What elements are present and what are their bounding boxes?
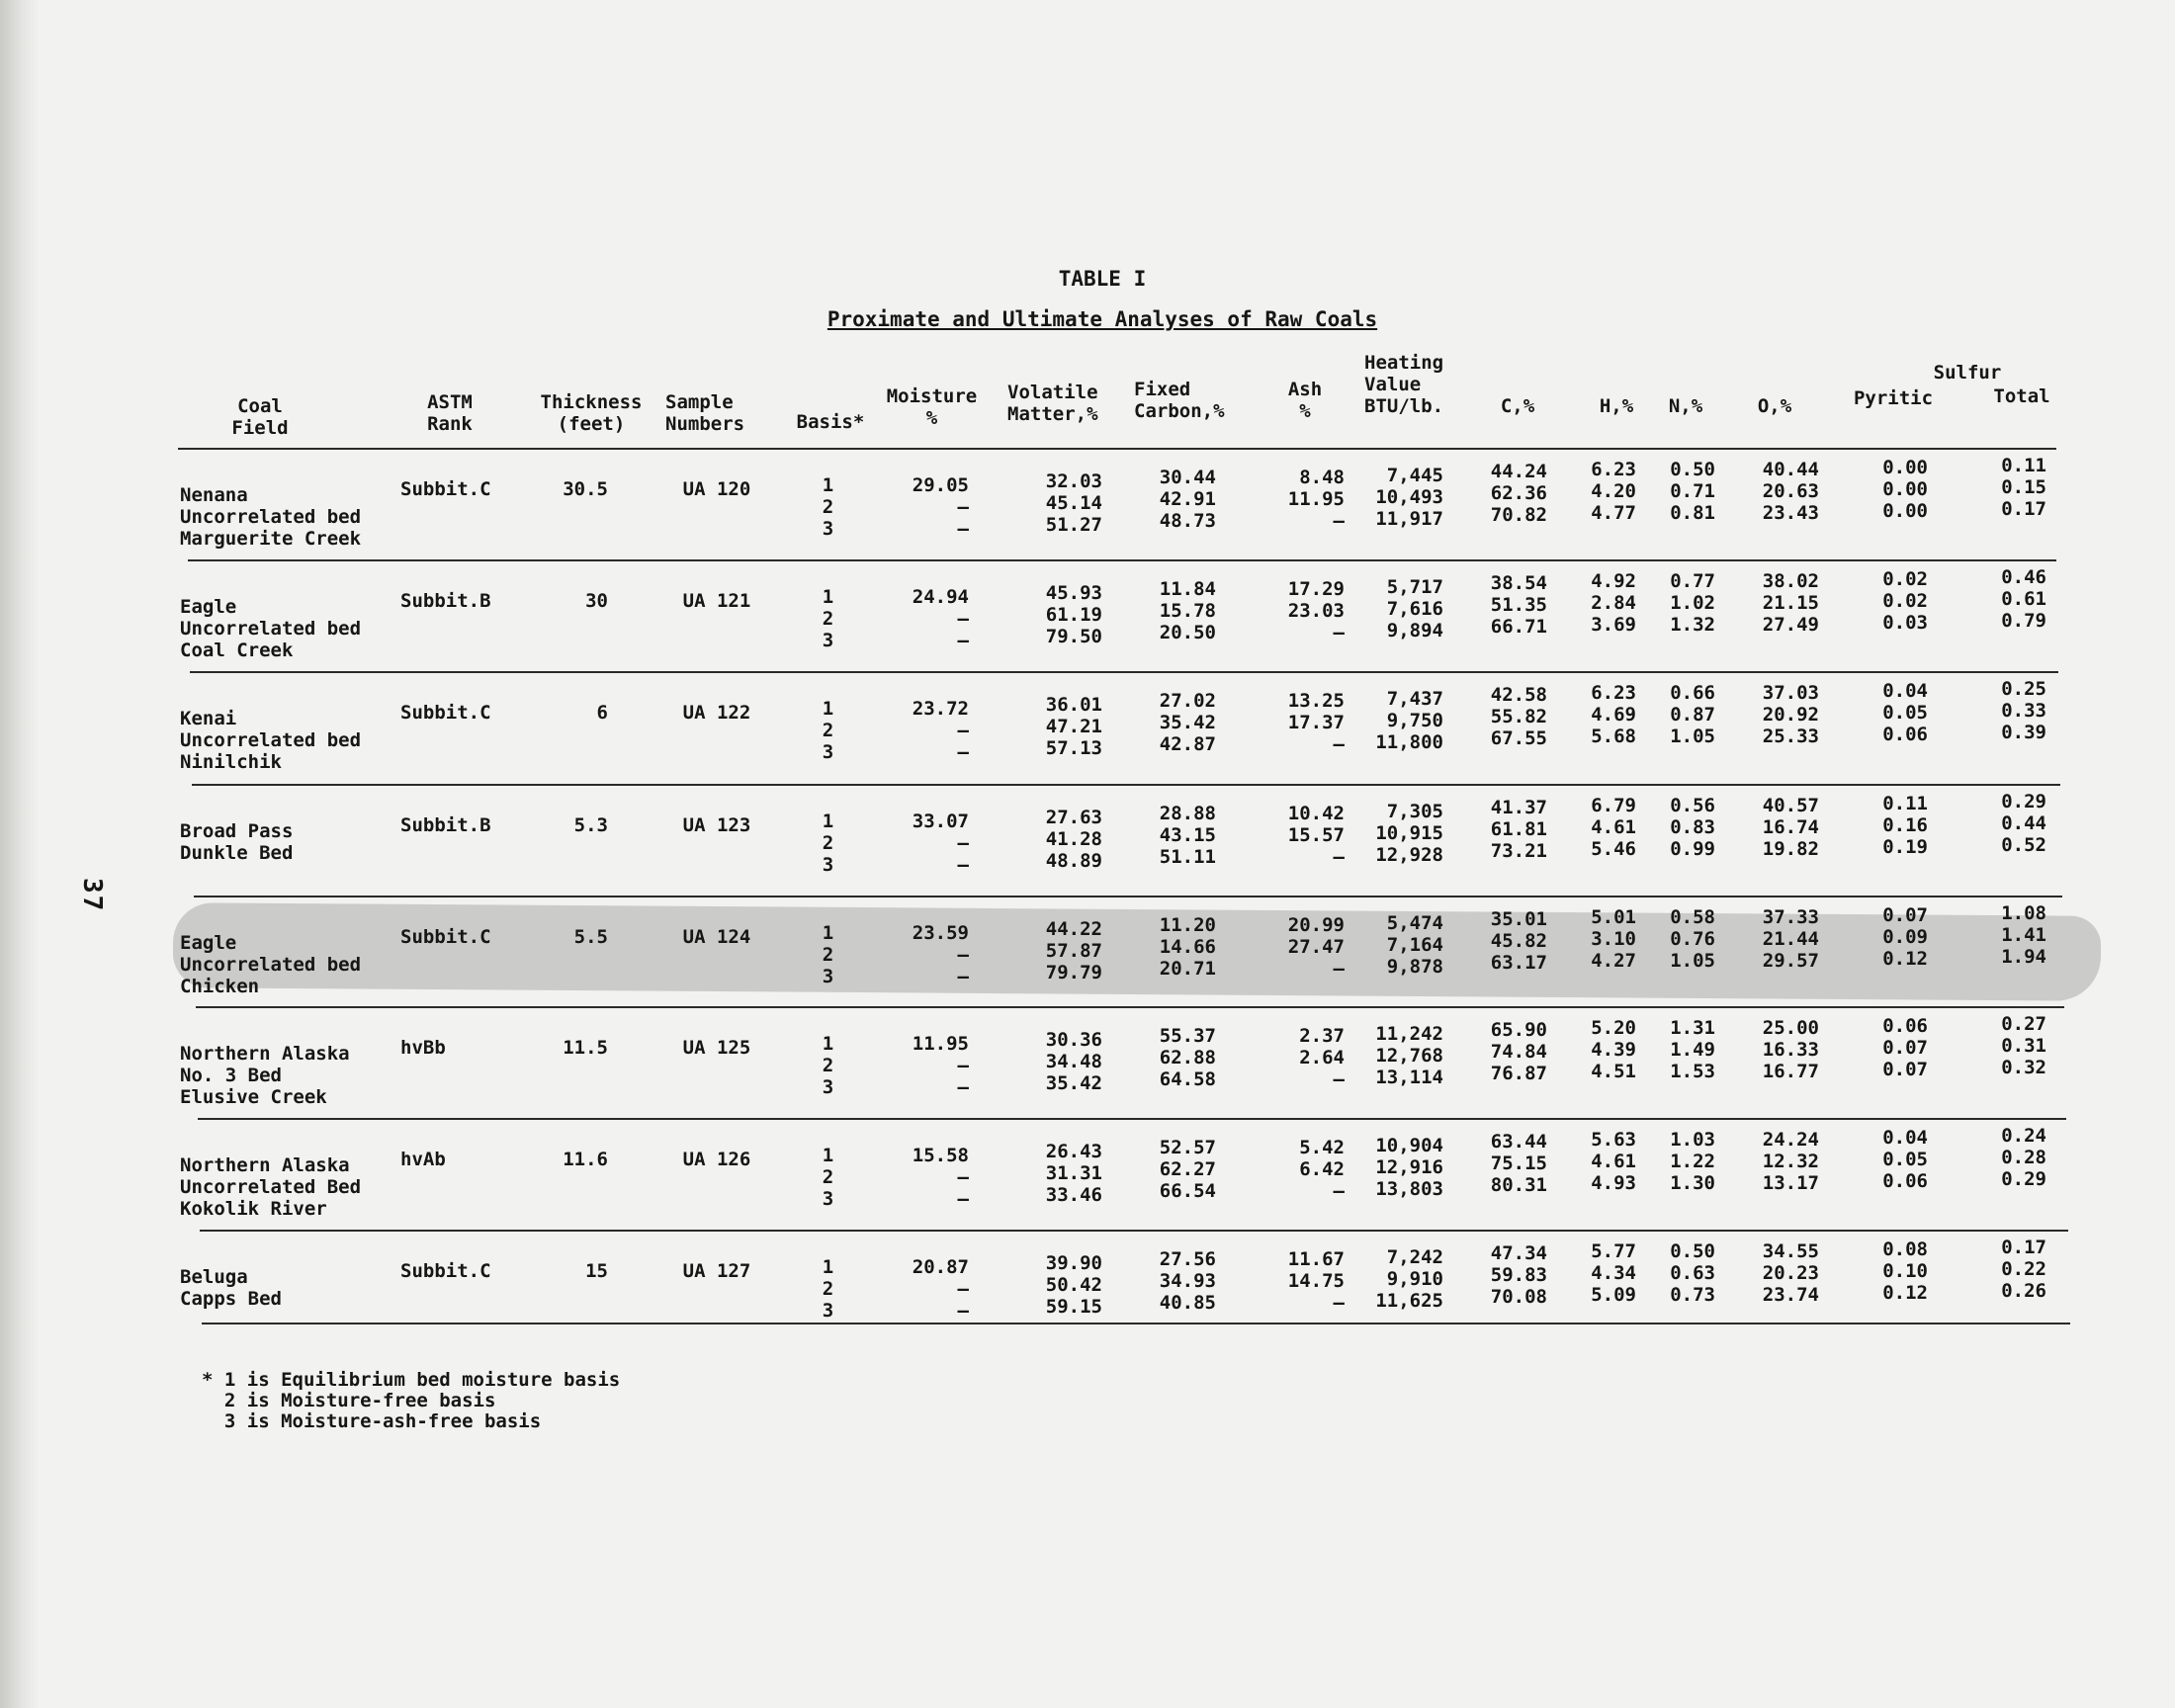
- row-rule: [194, 896, 2062, 897]
- row-2-coal-field: Eagle Uncorrelated bed Coal Creek: [180, 596, 362, 661]
- scan-edge-shadow: [0, 0, 40, 1708]
- row-4-oxygen: 40.57 16.74 19.82: [1762, 795, 1819, 860]
- row-4-ash: 10.42 15.57 —: [1287, 803, 1345, 868]
- row-5-coal-field: Eagle Uncorrelated bed Chicken: [180, 932, 362, 997]
- row-7-volatile-matter: 26.43 31.31 33.46: [1045, 1141, 1102, 1206]
- row-7-oxygen: 24.24 12.32 13.17: [1762, 1129, 1819, 1194]
- row-1-sample-number: UA 120: [682, 478, 751, 500]
- row-6-heating-value: 11,242 12,768 13,114: [1375, 1023, 1443, 1088]
- row-4-heating-value: 7,305 10,915 12,928: [1375, 801, 1443, 866]
- row-8-total-sulfur: 0.17 0.22 0.26: [2001, 1237, 2046, 1302]
- row-8-nitrogen: 0.50 0.63 0.73: [1670, 1240, 1715, 1306]
- row-7-coal-field: Northern Alaska Uncorrelated Bed Kokolik River: [180, 1154, 362, 1220]
- row-7-ash: 5.42 6.42 —: [1299, 1137, 1345, 1202]
- row-1-nitrogen: 0.50 0.71 0.81: [1670, 459, 1715, 524]
- row-3-pyritic-sulfur: 0.04 0.05 0.06: [1882, 680, 1928, 745]
- row-2-total-sulfur: 0.46 0.61 0.79: [2001, 566, 2046, 632]
- row-5-ash: 20.99 27.47 —: [1287, 914, 1345, 980]
- row-2-heating-value: 5,717 7,616 9,894: [1386, 576, 1443, 641]
- row-3-carbon: 42.58 55.82 67.55: [1490, 684, 1547, 749]
- row-7-fixed-carbon: 52.57 62.27 66.54: [1159, 1137, 1216, 1202]
- row-5-pyritic-sulfur: 0.07 0.09 0.12: [1882, 904, 1928, 970]
- row-4-hydrogen: 6.79 4.61 5.46: [1591, 795, 1636, 860]
- header-volatile-matter: Volatile Matter,%: [1007, 382, 1098, 425]
- row-1-oxygen: 40.44 20.63 23.43: [1762, 459, 1819, 524]
- row-1-basis: 1 2 3: [822, 474, 834, 540]
- row-2-pyritic-sulfur: 0.02 0.02 0.03: [1882, 568, 1928, 634]
- row-3-nitrogen: 0.66 0.87 1.05: [1670, 682, 1715, 747]
- row-5-carbon: 35.01 45.82 63.17: [1490, 908, 1547, 974]
- row-4-sample-number: UA 123: [682, 814, 751, 836]
- row-7-moisture: 15.58 — —: [912, 1145, 969, 1210]
- row-rule: [188, 559, 2056, 561]
- row-7-carbon: 63.44 75.15 80.31: [1490, 1131, 1547, 1196]
- row-1-carbon: 44.24 62.36 70.82: [1490, 461, 1547, 526]
- row-1-thickness: 30.5: [563, 478, 608, 500]
- row-2-carbon: 38.54 51.35 66.71: [1490, 572, 1547, 638]
- row-1-fixed-carbon: 30.44 42.91 48.73: [1159, 467, 1216, 532]
- header-h: H,%: [1599, 395, 1634, 417]
- row-1-pyritic-sulfur: 0.00 0.00 0.00: [1882, 457, 1928, 522]
- row-5-heating-value: 5,474 7,164 9,878: [1386, 912, 1443, 978]
- row-rule: [202, 1323, 2070, 1324]
- row-6-fixed-carbon: 55.37 62.88 64.58: [1159, 1025, 1216, 1090]
- row-3-astm-rank: Subbit.C: [400, 702, 491, 724]
- row-2-nitrogen: 0.77 1.02 1.32: [1670, 570, 1715, 636]
- header-sulfur: Sulfur: [1933, 362, 2002, 384]
- row-6-volatile-matter: 30.36 34.48 35.42: [1045, 1029, 1102, 1094]
- row-4-basis: 1 2 3: [822, 811, 834, 876]
- footnote: * 1 is Equilibrium bed moisture basis 2 is Moisture-free basis 3 is Moisture-ash-free basis: [202, 1369, 621, 1432]
- row-2-basis: 1 2 3: [822, 586, 834, 651]
- row-rule: [200, 1230, 2068, 1232]
- row-4-volatile-matter: 27.63 41.28 48.89: [1045, 807, 1102, 872]
- row-6-carbon: 65.90 74.84 76.87: [1490, 1019, 1547, 1084]
- header-thickness: Thickness (feet): [540, 391, 643, 435]
- row-4-moisture: 33.07 — —: [912, 811, 969, 876]
- row-3-thickness: 6: [596, 702, 608, 724]
- row-2-moisture: 24.94 — —: [912, 586, 969, 651]
- row-5-nitrogen: 0.58 0.76 1.05: [1670, 906, 1715, 972]
- row-5-total-sulfur: 1.08 1.41 1.94: [2001, 902, 2046, 968]
- row-8-moisture: 20.87 — —: [912, 1256, 969, 1322]
- row-3-total-sulfur: 0.25 0.33 0.39: [2001, 678, 2046, 743]
- row-2-thickness: 30: [585, 590, 608, 612]
- row-3-hydrogen: 6.23 4.69 5.68: [1591, 682, 1636, 747]
- row-7-thickness: 11.6: [563, 1149, 608, 1170]
- row-6-basis: 1 2 3: [822, 1033, 834, 1098]
- row-1-moisture: 29.05 — —: [912, 474, 969, 540]
- row-8-heating-value: 7,242 9,910 11,625: [1375, 1246, 1443, 1312]
- header-ash: Ash %: [1287, 379, 1323, 422]
- table-subtitle: Proximate and Ultimate Analyses of Raw Coals: [826, 307, 1378, 331]
- row-2-ash: 17.29 23.03 —: [1287, 578, 1345, 643]
- row-5-oxygen: 37.33 21.44 29.57: [1762, 906, 1819, 972]
- row-7-nitrogen: 1.03 1.22 1.30: [1670, 1129, 1715, 1194]
- row-1-coal-field: Nenana Uncorrelated bed Marguerite Creek: [180, 484, 362, 550]
- row-1-heating-value: 7,445 10,493 11,917: [1375, 465, 1443, 530]
- row-1-hydrogen: 6.23 4.20 4.77: [1591, 459, 1636, 524]
- row-5-astm-rank: Subbit.C: [400, 926, 491, 948]
- row-5-volatile-matter: 44.22 57.87 79.79: [1045, 918, 1102, 983]
- header-sample-numbers: Sample Numbers: [665, 391, 745, 435]
- row-3-coal-field: Kenai Uncorrelated bed Ninilchik: [180, 708, 362, 773]
- row-2-astm-rank: Subbit.B: [400, 590, 491, 612]
- header-basis: Basis*: [796, 411, 865, 433]
- row-2-hydrogen: 4.92 2.84 3.69: [1591, 570, 1636, 636]
- row-3-moisture: 23.72 — —: [912, 698, 969, 763]
- row-rule: [192, 784, 2060, 786]
- row-1-astm-rank: Subbit.C: [400, 478, 491, 500]
- row-6-oxygen: 25.00 16.33 16.77: [1762, 1017, 1819, 1082]
- row-2-volatile-matter: 45.93 61.19 79.50: [1045, 582, 1102, 647]
- row-5-basis: 1 2 3: [822, 922, 834, 987]
- row-6-pyritic-sulfur: 0.06 0.07 0.07: [1882, 1015, 1928, 1080]
- row-7-hydrogen: 5.63 4.61 4.93: [1591, 1129, 1636, 1194]
- table-title: TABLE I: [1058, 267, 1147, 291]
- row-2-oxygen: 38.02 21.15 27.49: [1762, 570, 1819, 636]
- row-6-moisture: 11.95 — —: [912, 1033, 969, 1098]
- row-3-oxygen: 37.03 20.92 25.33: [1762, 682, 1819, 747]
- row-4-astm-rank: Subbit.B: [400, 814, 491, 836]
- row-4-pyritic-sulfur: 0.11 0.16 0.19: [1882, 793, 1928, 858]
- row-4-fixed-carbon: 28.88 43.15 51.11: [1159, 803, 1216, 868]
- row-7-pyritic-sulfur: 0.04 0.05 0.06: [1882, 1127, 1928, 1192]
- row-3-sample-number: UA 122: [682, 702, 751, 724]
- header-rule: [178, 448, 2056, 450]
- row-6-astm-rank: hvBb: [400, 1037, 446, 1059]
- row-8-oxygen: 34.55 20.23 23.74: [1762, 1240, 1819, 1306]
- header-o: O,%: [1757, 395, 1792, 417]
- row-2-fixed-carbon: 11.84 15.78 20.50: [1159, 578, 1216, 643]
- row-4-carbon: 41.37 61.81 73.21: [1490, 797, 1547, 862]
- row-3-fixed-carbon: 27.02 35.42 42.87: [1159, 690, 1216, 755]
- row-6-total-sulfur: 0.27 0.31 0.32: [2001, 1013, 2046, 1078]
- row-3-heating-value: 7,437 9,750 11,800: [1375, 688, 1443, 753]
- row-3-basis: 1 2 3: [822, 698, 834, 763]
- row-4-coal-field: Broad Pass Dunkle Bed: [180, 820, 294, 864]
- row-4-total-sulfur: 0.29 0.44 0.52: [2001, 791, 2046, 856]
- row-5-thickness: 5.5: [573, 926, 608, 948]
- row-8-coal-field: Beluga Capps Bed: [180, 1266, 282, 1310]
- page-number: 37: [77, 878, 107, 913]
- row-8-pyritic-sulfur: 0.08 0.10 0.12: [1882, 1238, 1928, 1304]
- row-6-sample-number: UA 125: [682, 1037, 751, 1059]
- row-1-volatile-matter: 32.03 45.14 51.27: [1045, 470, 1102, 536]
- row-8-thickness: 15: [585, 1260, 608, 1282]
- row-5-moisture: 23.59 — —: [912, 922, 969, 987]
- header-total: Total: [1993, 385, 2050, 407]
- row-8-carbon: 47.34 59.83 70.08: [1490, 1242, 1547, 1308]
- row-4-nitrogen: 0.56 0.83 0.99: [1670, 795, 1715, 860]
- header-n: N,%: [1668, 395, 1703, 417]
- row-6-coal-field: Northern Alaska No. 3 Bed Elusive Creek: [180, 1043, 350, 1108]
- header-heating-value: Heating Value BTU/lb.: [1364, 352, 1444, 417]
- row-6-nitrogen: 1.31 1.49 1.53: [1670, 1017, 1715, 1082]
- row-1-total-sulfur: 0.11 0.15 0.17: [2001, 455, 2046, 520]
- row-2-sample-number: UA 121: [682, 590, 751, 612]
- header-coal-field: Coal Field: [231, 395, 289, 439]
- row-6-ash: 2.37 2.64 —: [1299, 1025, 1345, 1090]
- header-moisture: Moisture %: [886, 385, 978, 429]
- row-1-ash: 8.48 11.95 —: [1287, 467, 1345, 532]
- row-7-basis: 1 2 3: [822, 1145, 834, 1210]
- row-8-sample-number: UA 127: [682, 1260, 751, 1282]
- row-5-fixed-carbon: 11.20 14.66 20.71: [1159, 914, 1216, 980]
- row-7-total-sulfur: 0.24 0.28 0.29: [2001, 1125, 2046, 1190]
- header-fixed-carbon: Fixed Carbon,%: [1134, 379, 1225, 422]
- row-rule: [190, 671, 2058, 673]
- row-8-astm-rank: Subbit.C: [400, 1260, 491, 1282]
- row-7-astm-rank: hvAb: [400, 1149, 446, 1170]
- row-3-volatile-matter: 36.01 47.21 57.13: [1045, 694, 1102, 759]
- row-6-hydrogen: 5.20 4.39 4.51: [1591, 1017, 1636, 1082]
- header-c: C,%: [1500, 395, 1535, 417]
- row-4-thickness: 5.3: [573, 814, 608, 836]
- row-rule: [198, 1118, 2066, 1120]
- row-8-volatile-matter: 39.90 50.42 59.15: [1045, 1252, 1102, 1318]
- row-rule: [196, 1006, 2064, 1008]
- row-5-sample-number: UA 124: [682, 926, 751, 948]
- row-6-thickness: 11.5: [563, 1037, 608, 1059]
- row-8-basis: 1 2 3: [822, 1256, 834, 1322]
- header-pyritic: Pyritic: [1853, 387, 1934, 409]
- row-7-sample-number: UA 126: [682, 1149, 751, 1170]
- header-astm-rank: ASTM Rank: [427, 391, 473, 435]
- row-5-hydrogen: 5.01 3.10 4.27: [1591, 906, 1636, 972]
- row-3-ash: 13.25 17.37 —: [1287, 690, 1345, 755]
- row-7-heating-value: 10,904 12,916 13,803: [1375, 1135, 1443, 1200]
- row-8-fixed-carbon: 27.56 34.93 40.85: [1159, 1248, 1216, 1314]
- row-8-hydrogen: 5.77 4.34 5.09: [1591, 1240, 1636, 1306]
- row-8-ash: 11.67 14.75 —: [1287, 1248, 1345, 1314]
